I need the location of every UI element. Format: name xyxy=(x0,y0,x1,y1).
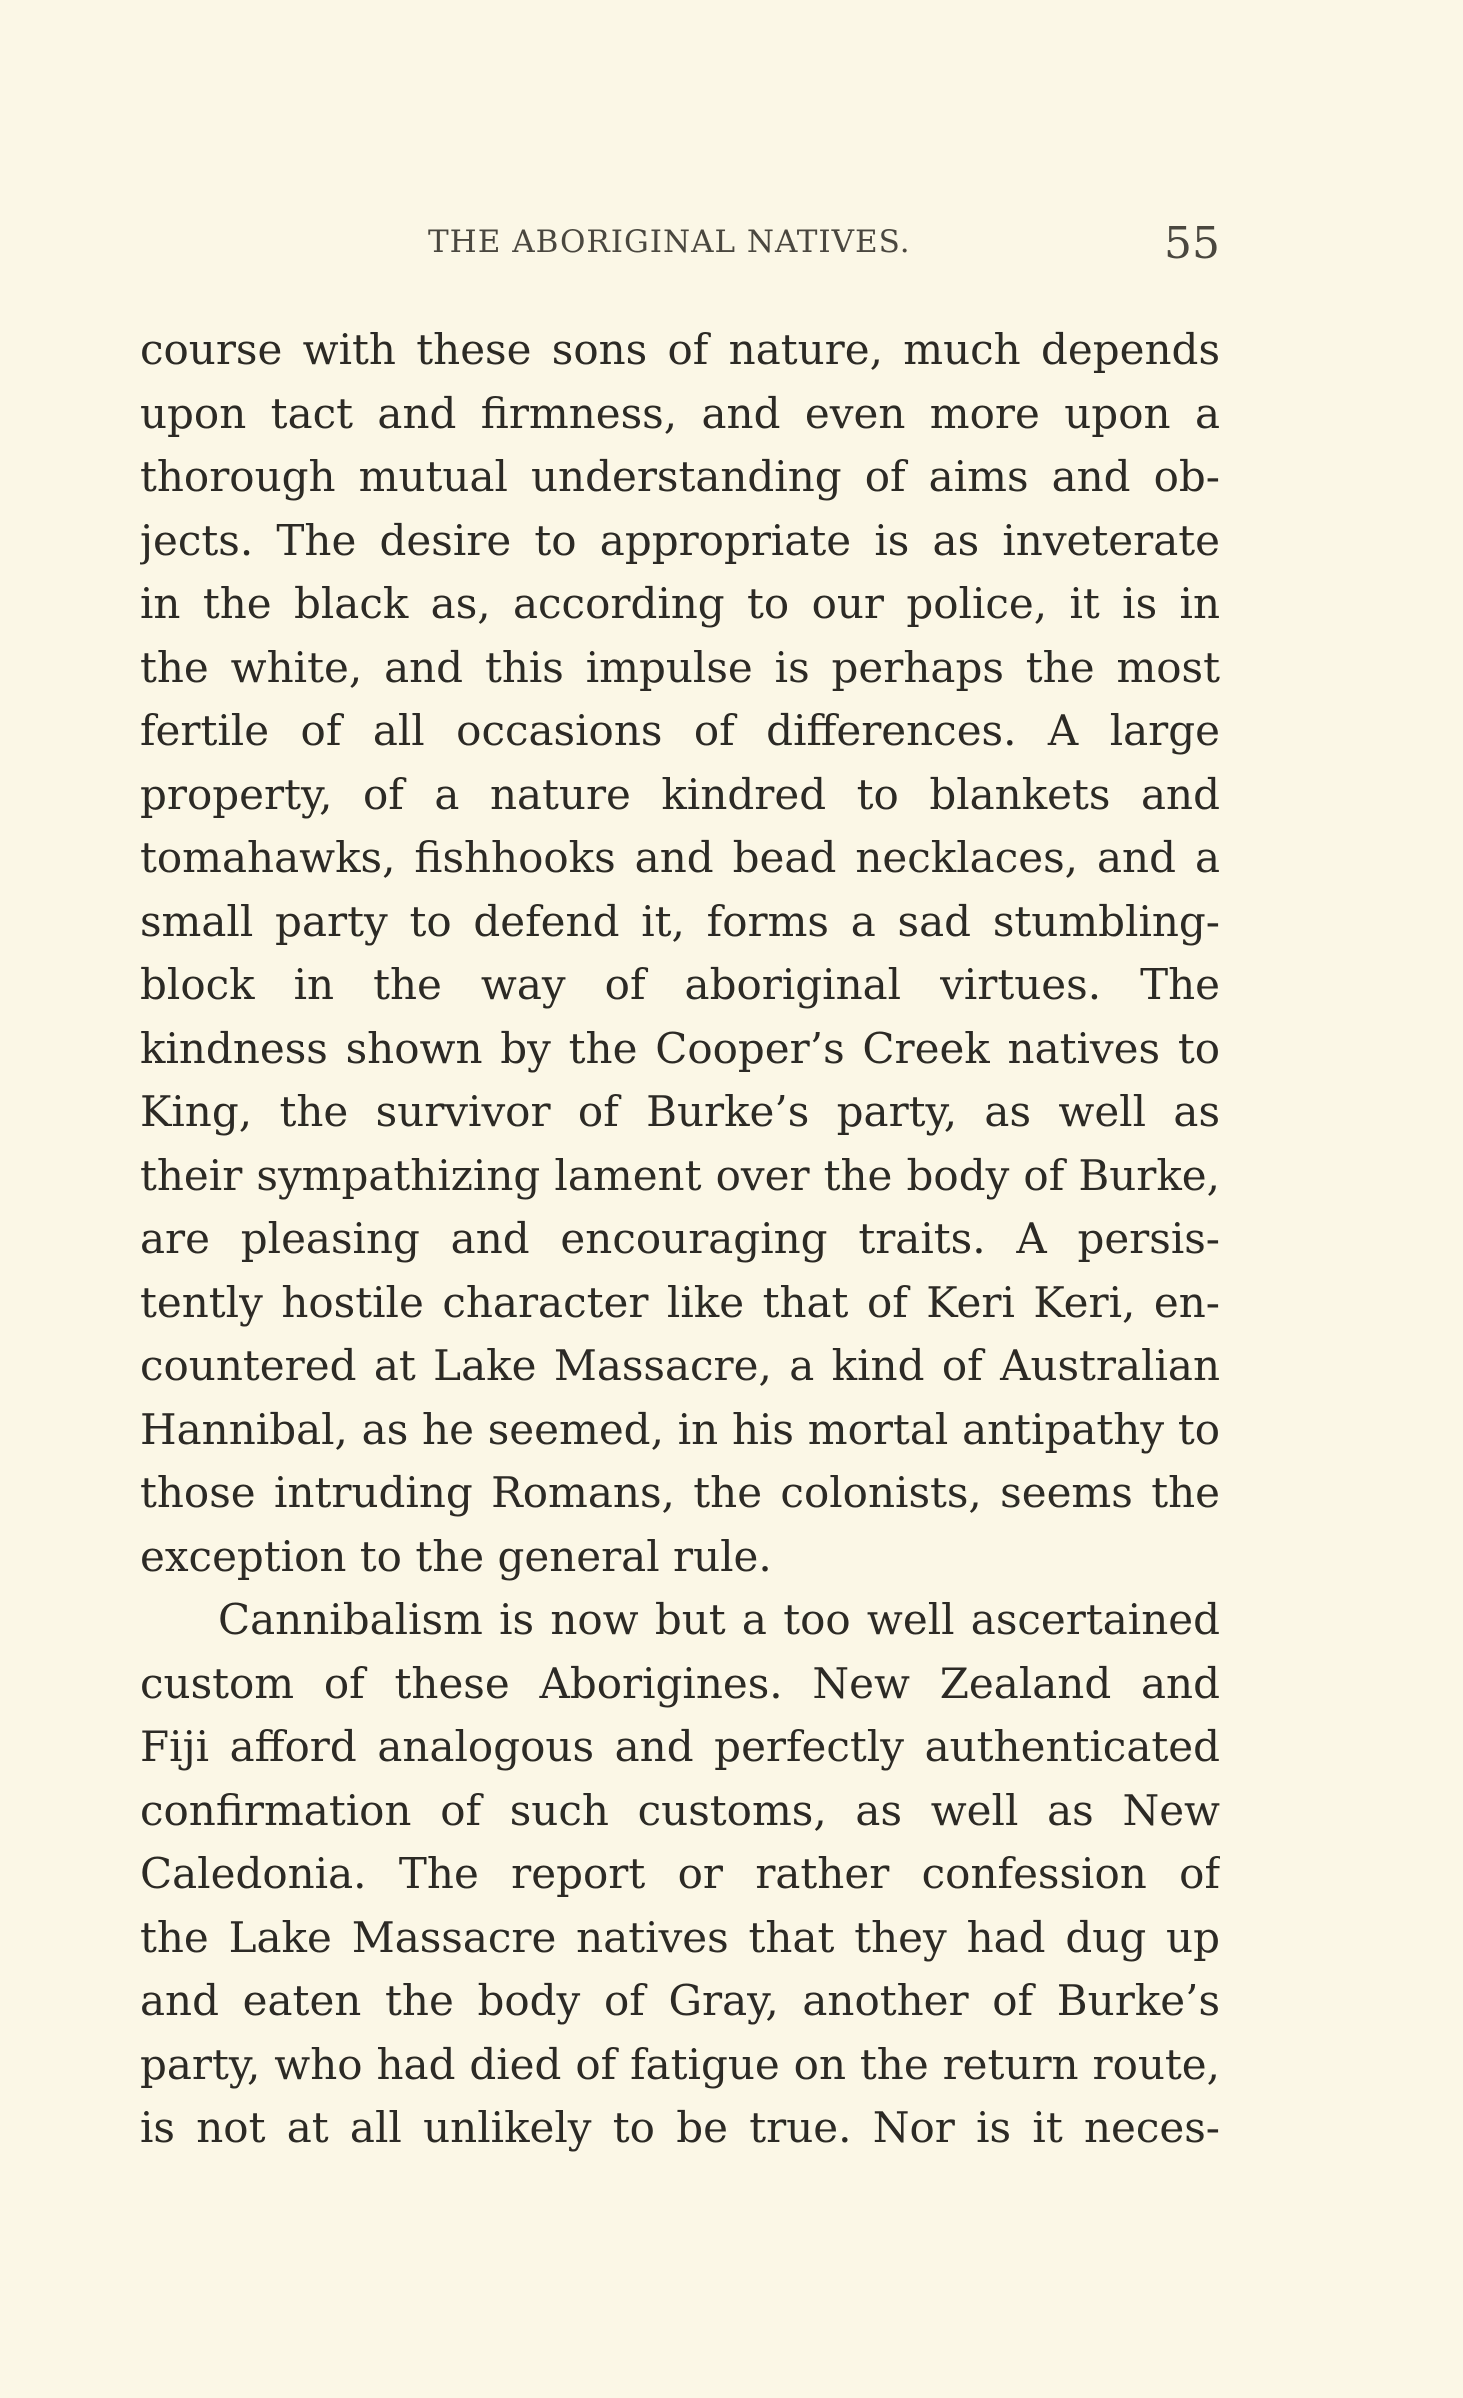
text-line: King, the survivor of Burke’s party, as well as xyxy=(140,1087,1220,1136)
text-line: exception to the general rule. xyxy=(140,1531,772,1581)
text-line: thorough mutual understanding of aims and ob- xyxy=(140,452,1220,501)
running-head xyxy=(140,220,1220,270)
text-line: tomahawks, fishhooks and bead necklaces, and a xyxy=(140,833,1220,882)
text-line: custom of these Aborigines. New Zealand and xyxy=(140,1658,1220,1708)
page-number: 55 xyxy=(1164,218,1220,269)
text-line: confirmation of such customs, as well as New xyxy=(140,1785,1220,1835)
text-line: upon tact and firmness, and even more upon a xyxy=(140,388,1220,438)
text-line: Fiji afford analogous and perfectly authenticated xyxy=(140,1722,1220,1771)
text-line: Cannibalism is now but a too well ascertained xyxy=(218,1595,1220,1644)
text-line: are pleasing and encouraging traits. A persis- xyxy=(140,1214,1220,1263)
text-line: their sympathizing lament over the body of Burke, xyxy=(140,1150,1220,1200)
text-line: the Lake Massacre natives that they had dug up xyxy=(140,1912,1220,1962)
text-line: kindness shown by the Cooper’s Creek natives to xyxy=(140,1023,1220,1073)
text-line: fertile of all occasions of differences. A large xyxy=(140,706,1220,755)
text-line: those intruding Romans, the colonists, seems the xyxy=(140,1468,1220,1517)
text-line: block in the way of aboriginal virtues. The xyxy=(140,960,1220,1009)
text-line: course with these sons of nature, much depends xyxy=(140,325,1220,374)
text-line: small party to defend it, forms a sad stumbling- xyxy=(140,896,1220,946)
text-line: is not at all unlikely to be true. Nor is it neces- xyxy=(140,2103,1220,2152)
text-line: countered at Lake Massacre, a kind of Australian xyxy=(140,1341,1220,1390)
text-line: property, of a nature kindred to blankets and xyxy=(140,769,1220,819)
running-title: THE ABORIGINAL NATIVES. xyxy=(428,224,911,260)
text-line: and eaten the body of Gray, another of Burke’s xyxy=(140,1976,1220,2025)
text-line: Hannibal, as he seemed, in his mortal antipathy to xyxy=(140,1404,1220,1454)
text-line: jects. The desire to appropriate is as inveterate xyxy=(140,515,1220,565)
body-text xyxy=(140,318,1220,2160)
text-line: the white, and this impulse is perhaps the most xyxy=(140,642,1220,692)
text-line: in the black as, according to our police, it is in xyxy=(140,579,1220,628)
text-line: Caledonia. The report or rather confession of xyxy=(140,1849,1220,1898)
text-line: tently hostile character like that of Keri Keri, en- xyxy=(140,1277,1220,1327)
text-line: party, who had died of fatigue on the return route, xyxy=(140,2039,1220,2089)
